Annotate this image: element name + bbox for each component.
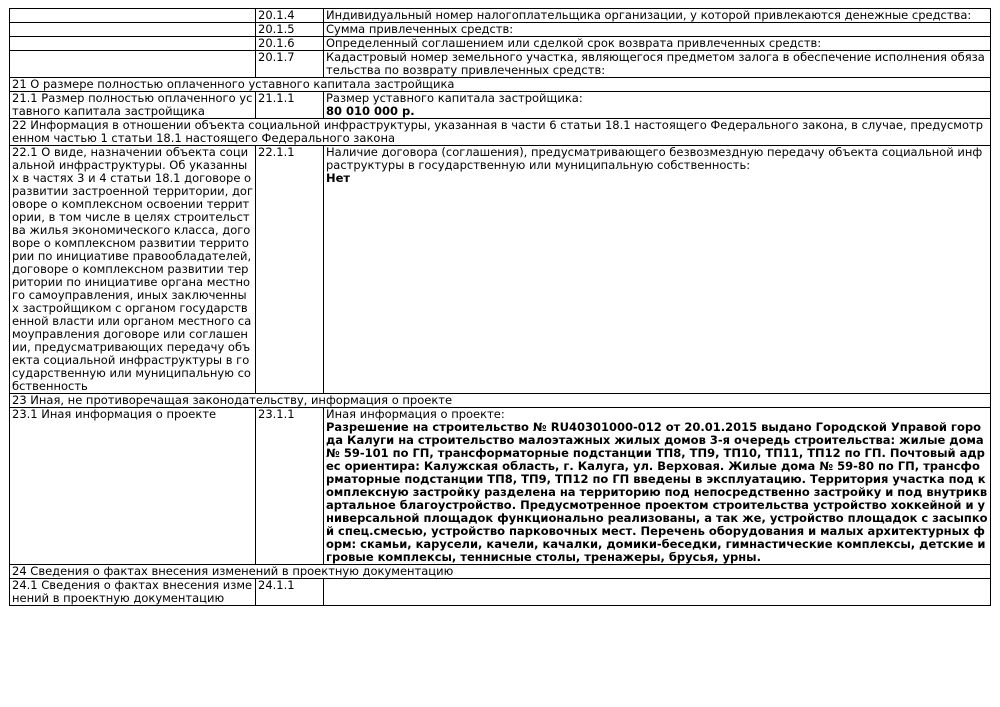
charter-capital-value: 80 010 000 р. bbox=[326, 104, 415, 118]
item-label: Иная информация о проекте: bbox=[326, 407, 505, 421]
section-header-row bbox=[10, 78, 991, 92]
item-number: 20.1.7 bbox=[256, 51, 324, 78]
item-text: Определенный соглашением или сделкой срок возврата привлеченных средств: bbox=[324, 37, 991, 51]
subsection-title-22-1: 22.1 О виде, назначении объекта социальной инфраструктуры. Об указанных в частях 3 и 4 статьи 18.1 договоре о развитии застроенной территории, договоре о комплексном освоении территории, в том числе в целях строительства жилья экономического класса, договоре о комплексном развитии территории по инициативе правообладателей, договоре о комплексном развитии территории по инициативе органа местного самоуправления, иных заключенных застройщиком с органом государственной власти или органом местного самоуправления договоре или соглашении, предусматривающих передачу объекта социальной инфраструктуры в государственную или муниципальную собственность bbox=[10, 146, 256, 394]
item-text: Сумма привлеченных средств: bbox=[324, 23, 991, 37]
table-row bbox=[10, 9, 991, 23]
section-header-row bbox=[10, 119, 991, 146]
item-text: Кадастровый номер земельного участка, являющегося предметом залога в обеспечение исполнения обязательства по возврату привлеченных средств: bbox=[324, 51, 991, 78]
table-row bbox=[10, 579, 991, 606]
item-number: 22.1.1 bbox=[256, 146, 324, 394]
table-row bbox=[10, 51, 991, 78]
item-number: 20.1.4 bbox=[256, 9, 324, 23]
empty-left-cell bbox=[10, 37, 256, 51]
disclosure-table bbox=[9, 8, 991, 606]
section-header-24: 24 Сведения о фактах внесения изменений в проектную документацию bbox=[10, 565, 991, 579]
item-number: 20.1.6 bbox=[256, 37, 324, 51]
item-label: Размер уставного капитала застройщика: bbox=[326, 91, 583, 105]
table-row bbox=[10, 37, 991, 51]
item-number: 24.1.1 bbox=[256, 579, 324, 606]
section-header-21: 21 О размере полностью оплаченного уставного капитала застройщика bbox=[10, 78, 991, 92]
item-value-cell bbox=[324, 408, 991, 565]
section-header-22: 22 Информация в отношении объекта социальной инфраструктуры, указанная в части 6 статьи 18.1 настоящего Федерального закона, в случае, предусмотренном частью 1 статьи 18.1 настоящего Федерального закона bbox=[10, 119, 991, 146]
item-value-cell bbox=[324, 92, 991, 119]
table-row bbox=[10, 23, 991, 37]
item-number: 20.1.5 bbox=[256, 23, 324, 37]
item-value-cell bbox=[324, 579, 991, 606]
subsection-title-21-1: 21.1 Размер полностью оплаченного уставного капитала застройщика bbox=[10, 92, 256, 119]
other-info-value: Разрешение на строительство № RU40301000-012 от 20.01.2015 выдано Городской Управой города Калуги на строительство малоэтажных жилых домов 3-я очередь строительства: жилые дома № 59-101 по ГП, трансформаторные подстанции ТП8, ТП9, ТП10, ТП11, ТП12 по ГП. Почтовый адрес ориентира: Калужская область, г. Калуга, ул. Верховая. Жилые дома № 59-80 по ГП, трансформаторные подстанции ТП8, ТП9, ТП12 по ГП введены в эксплуатацию. Территория участка под комплексную застройку разделена на территорию под непосредственно застройку и под внутриквартальное благоустройство. Предусмотренное проектом строительства устройство хоккейной и универсальной площадок функционально реализованы, а так же, устройство площадок с засыпкой спец.смесью, устройство парковочных мест. Перечень оборудования и малых архитектурных форм: скамьи, карусели, качели, качалки, домики-беседки, гимнастические комплексы, детские игровые комплексы, теннисные столы, тренажеры, брусья, урны. bbox=[326, 420, 988, 564]
section-header-row bbox=[10, 565, 991, 579]
item-text: Индивидуальный номер налогоплательщика организации, у которой привлекаются денежные средства: bbox=[324, 9, 991, 23]
empty-left-cell bbox=[10, 9, 256, 23]
agreement-value: Нет bbox=[326, 171, 351, 185]
item-number: 21.1.1 bbox=[256, 92, 324, 119]
empty-left-cell bbox=[10, 23, 256, 37]
section-header-row bbox=[10, 394, 991, 408]
table-row bbox=[10, 146, 991, 394]
item-label: Наличие договора (соглашения), предусматривающего безвозмездную передачу объекта социальной инфраструктуры в государственную или муниципальную собственность: bbox=[326, 145, 983, 172]
item-number: 23.1.1 bbox=[256, 408, 324, 565]
table-row bbox=[10, 408, 991, 565]
item-value-cell bbox=[324, 146, 991, 394]
table-row bbox=[10, 92, 991, 119]
subsection-title-24-1: 24.1 Сведения о фактах внесения изменений в проектную документацию bbox=[10, 579, 256, 606]
section-header-23: 23 Иная, не противоречащая законодательству, информация о проекте bbox=[10, 394, 991, 408]
empty-left-cell bbox=[10, 51, 256, 78]
subsection-title-23-1: 23.1 Иная информация о проекте bbox=[10, 408, 256, 565]
